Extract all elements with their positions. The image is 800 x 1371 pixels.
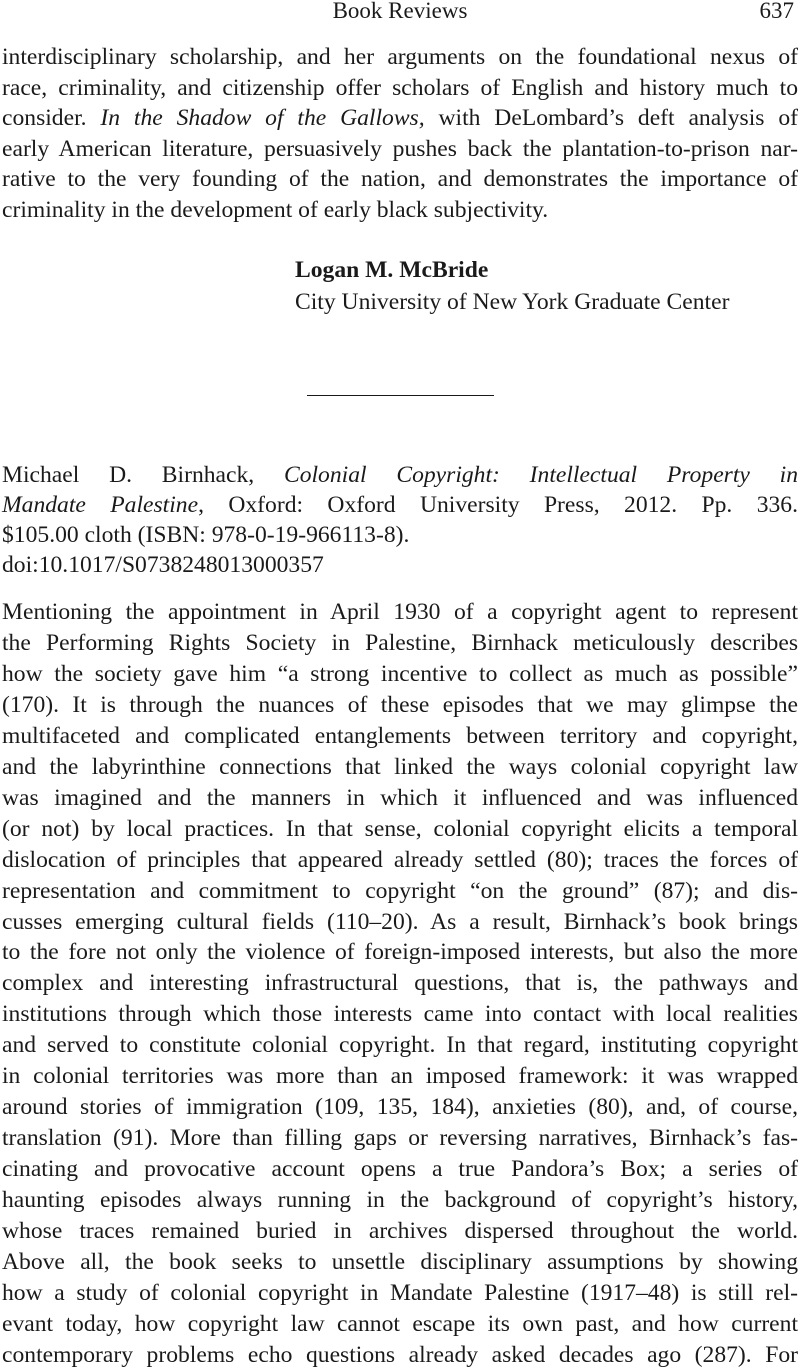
citation-title-cont: Mandate Palestine	[2, 492, 199, 518]
text-line: rative to the very founding of the nation, and demonstrates the importance of	[2, 166, 798, 192]
citation-author: Michael D. Birnhack,	[2, 462, 284, 488]
text-line: to the fore not only the violence of foreign-imposed interests, but also the more	[2, 939, 798, 966]
previous-review-paragraph	[2, 42, 798, 225]
text-line: contemporary problems echo questions already asked decades ago (287). For	[2, 1341, 798, 1368]
text-line: the Performing Rights Society in Palestine, Birnhack meticulously describes	[2, 629, 798, 656]
journal-page	[2, 0, 798, 1368]
text-line: cusses emerging cultural fields (110–20). As a result, Birnhack’s book brings	[2, 908, 798, 935]
text-line: consider. In the Shadow of the Gallows, with DeLombard’s deft analysis of	[2, 105, 798, 131]
citation-doi: doi:10.1017/S0738248013000357	[2, 552, 324, 578]
review-body	[2, 597, 798, 1371]
page-number: 637	[759, 0, 794, 23]
citation-line	[2, 460, 798, 490]
text-line: institutions through which those interests came into contact with local realities	[2, 1001, 798, 1028]
citation-price: $105.00 cloth (ISBN: 978-0-19-966113-8).	[2, 522, 410, 548]
text-line: (170). It is through the nuances of these episodes that we may glimpse the	[2, 691, 798, 718]
text-line: around stories of immigration (109, 135, 184), anxieties (80), and, of course,	[2, 1094, 798, 1121]
citation-title: Colonial Copyright: Intellectual Property in	[283, 462, 798, 488]
citation-publisher: , Oxford: Oxford University Press, 2012. Pp. 336.	[198, 492, 798, 518]
text-line: race, criminality, and citizenship offer scholars of English and history much to	[2, 74, 798, 101]
text-line: multifaceted and complicated entanglements between territory and copyright,	[2, 722, 798, 749]
text-line: cinating and provocative account opens a true Pandora’s Box; a series of	[2, 1156, 798, 1183]
text-line: Above all, the book seeks to unsettle disciplinary assumptions by showing	[2, 1249, 798, 1276]
text-line: in colonial territories was more than an imposed framework: it was wrapped	[2, 1063, 798, 1090]
review-paragraph	[2, 597, 798, 1371]
text-line: and served to constitute colonial copyright. In that regard, instituting copyright	[2, 1032, 798, 1059]
section-divider	[307, 395, 494, 396]
text-line: how a study of colonial copyright in Mandate Palestine (1917–48) is still rel-	[2, 1279, 798, 1306]
text-line: was imagined and the manners in which it influenced and was influenced	[2, 784, 798, 811]
text-line: whose traces remained buried in archives dispersed throughout the world.	[2, 1218, 798, 1245]
running-title: Book Reviews	[332, 0, 468, 23]
text-line: evant today, how copyright law cannot escape its own past, and how current	[2, 1310, 798, 1337]
reviewer-affiliation: City University of New York Graduate Center	[295, 289, 730, 315]
previous-review-conclusion	[2, 42, 798, 225]
reviewer-name: Logan M. McBride	[295, 257, 489, 283]
text-line: representation and commitment to copyright “on the ground” (87); and dis-	[2, 877, 798, 904]
text-line: (or not) by local practices. In that sense, colonial copyright elicits a temporal	[2, 815, 798, 842]
text-line: and the labyrinthine connections that linked the ways colonial copyright law	[2, 753, 798, 780]
reviewer-signature	[295, 254, 729, 318]
text-line: early American literature, persuasively pushes back the plantation-to-prison nar-	[2, 135, 798, 162]
book-title-italic: In the Shadow of the Gallows,	[100, 105, 425, 131]
text-line: translation (91). More than filling gaps or reversing narratives, Birnhack’s fas-	[2, 1125, 798, 1152]
text-line: haunting episodes always running in the background of copyright’s history,	[2, 1187, 798, 1214]
text-line: complex and interesting infrastructural questions, that is, the pathways and	[2, 970, 798, 997]
book-citation	[2, 460, 798, 580]
citation-line	[2, 490, 798, 520]
page-header	[2, 0, 798, 26]
text-line: dislocation of principles that appeared already settled (80); traces the forces of	[2, 846, 798, 873]
text-line: interdisciplinary scholarship, and her arguments on the foundational nexus of	[2, 44, 798, 70]
text-line: criminality in the development of early black subjectivity.	[2, 196, 549, 223]
text-line: how the society gave him “a strong incentive to collect as much as possible”	[2, 660, 798, 687]
text-line: Mentioning the appointment in April 1930 of a copyright agent to represent	[2, 599, 798, 625]
